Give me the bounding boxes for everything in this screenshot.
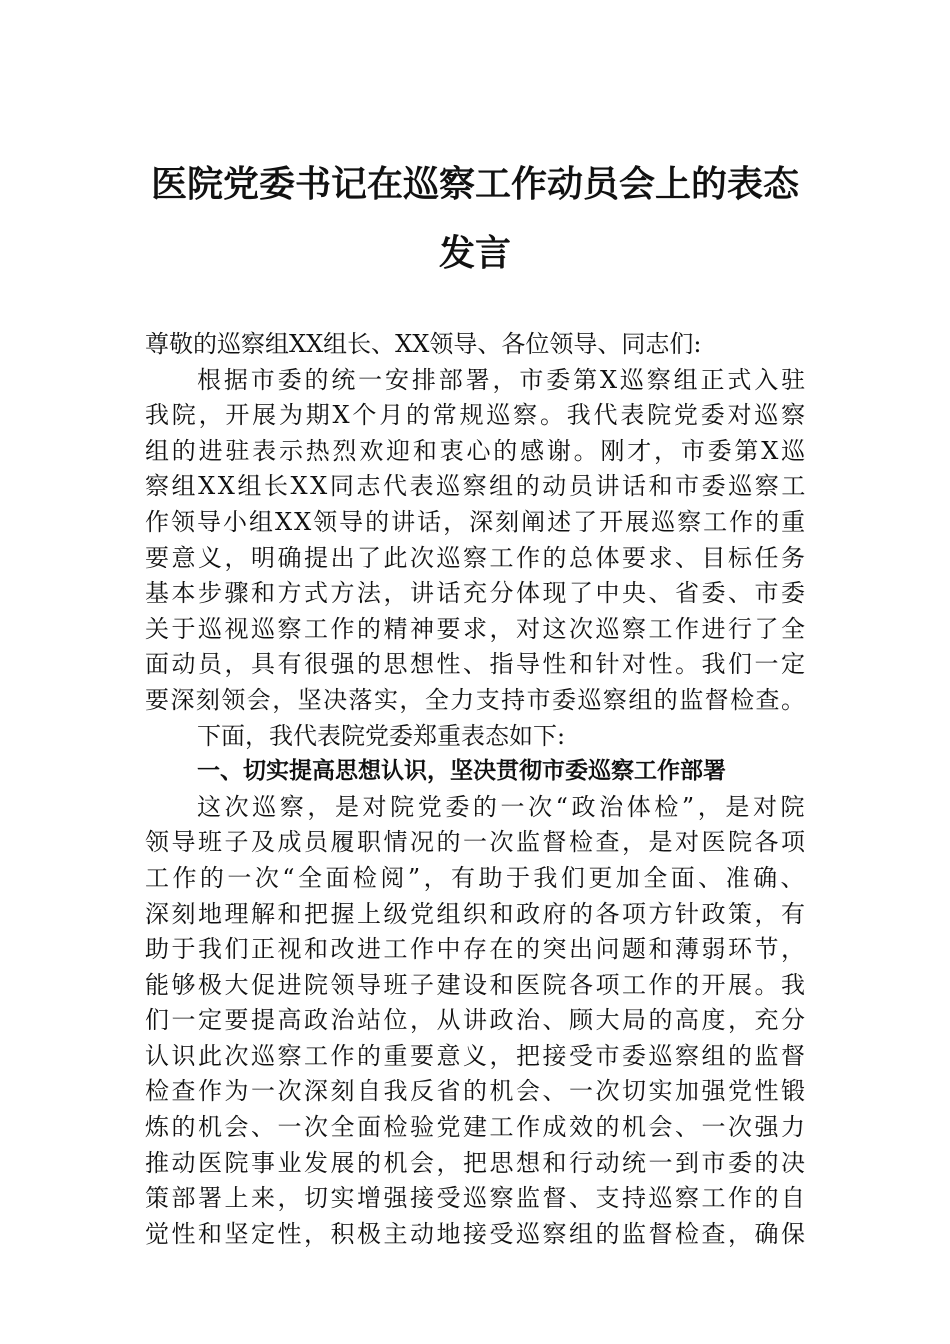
paragraph-line: 要意义，明确提出了此次巡察工作的总体要求、目标任务 [145, 543, 808, 572]
paragraph-line: 策部署上来，切实增强接受巡察监督、支持巡察工作的自 [145, 1184, 808, 1213]
salutation-line: 尊敬的巡察组XX组长、XX领导、各位领导、同志们: [145, 330, 702, 358]
document-title-line-1: 医院党委书记在巡察工作动员会上的表态 [150, 163, 799, 205]
paragraph-line: 根据市委的统一安排部署，市委第X巡察组正式入驻 [197, 365, 808, 394]
paragraph-line: 基本步骤和方式方法，讲话充分体现了中央、省委、市委 [145, 579, 808, 608]
paragraph-line: 工作的一次“全面检阅”，有助于我们更加全面、准确、 [145, 863, 808, 892]
paragraph-line: 面动员，具有很强的思想性、指导性和针对性。我们一定 [145, 650, 808, 679]
paragraph-line: 能够极大促进院领导班子建设和医院各项工作的开展。我 [145, 970, 808, 999]
document-body [145, 327, 809, 1252]
paragraph-line: 我院，开展为期X个月的常规巡察。我代表院党委对巡察 [145, 401, 808, 430]
paragraph-line: 认识此次巡察工作的重要意义，把接受市委巡察组的监督 [145, 1041, 808, 1070]
paragraph-line: 觉性和坚定性，积极主动地接受巡察组的监督检查，确保 [145, 1219, 808, 1248]
paragraph-line: 察组XX组长XX同志代表巡察组的动员讲话和市委巡察工 [145, 472, 808, 501]
paragraph-line: 推动医院事业发展的机会，把思想和行动统一到市委的决 [145, 1148, 808, 1177]
paragraph-line: 组的进驻表示热烈欢迎和衷心的感谢。刚才，市委第X巡 [145, 436, 808, 465]
document-title-line-2: 发言 [438, 232, 511, 274]
paragraph-line: 助于我们正视和改进工作中存在的突出问题和薄弱环节， [145, 935, 808, 964]
paragraph-line: 深刻地理解和把握上级党组织和政府的各项方针政策，有 [145, 899, 808, 928]
paragraph-line: 下面，我代表院党委郑重表态如下: [197, 721, 566, 750]
paragraph-line: 关于巡视巡察工作的精神要求，对这次巡察工作进行了全 [145, 614, 808, 643]
paragraph-line: 领导班子及成员履职情况的一次监督检查，是对医院各项 [145, 828, 808, 857]
paragraph-line: 这次巡察，是对院党委的一次“政治体检”，是对院 [197, 792, 809, 821]
paragraph-line: 作领导小组XX领导的讲话，深刻阐述了开展巡察工作的重 [145, 507, 808, 536]
paragraph-line: 要深刻领会，坚决落实，全力支持市委巡察组的监督检查。 [145, 685, 807, 714]
paragraph-line: 们一定要提高政治站位，从讲政治、顾大局的高度，充分 [145, 1006, 808, 1035]
paragraph-line: 检查作为一次深刻自我反省的机会、一次切实加强党性锻 [145, 1077, 808, 1106]
section-heading: 一、切实提高思想认识，坚决贯彻市委巡察工作部署 [197, 758, 726, 785]
paragraph-line: 炼的机会、一次全面检验党建工作成效的机会、一次强力 [145, 1113, 808, 1142]
